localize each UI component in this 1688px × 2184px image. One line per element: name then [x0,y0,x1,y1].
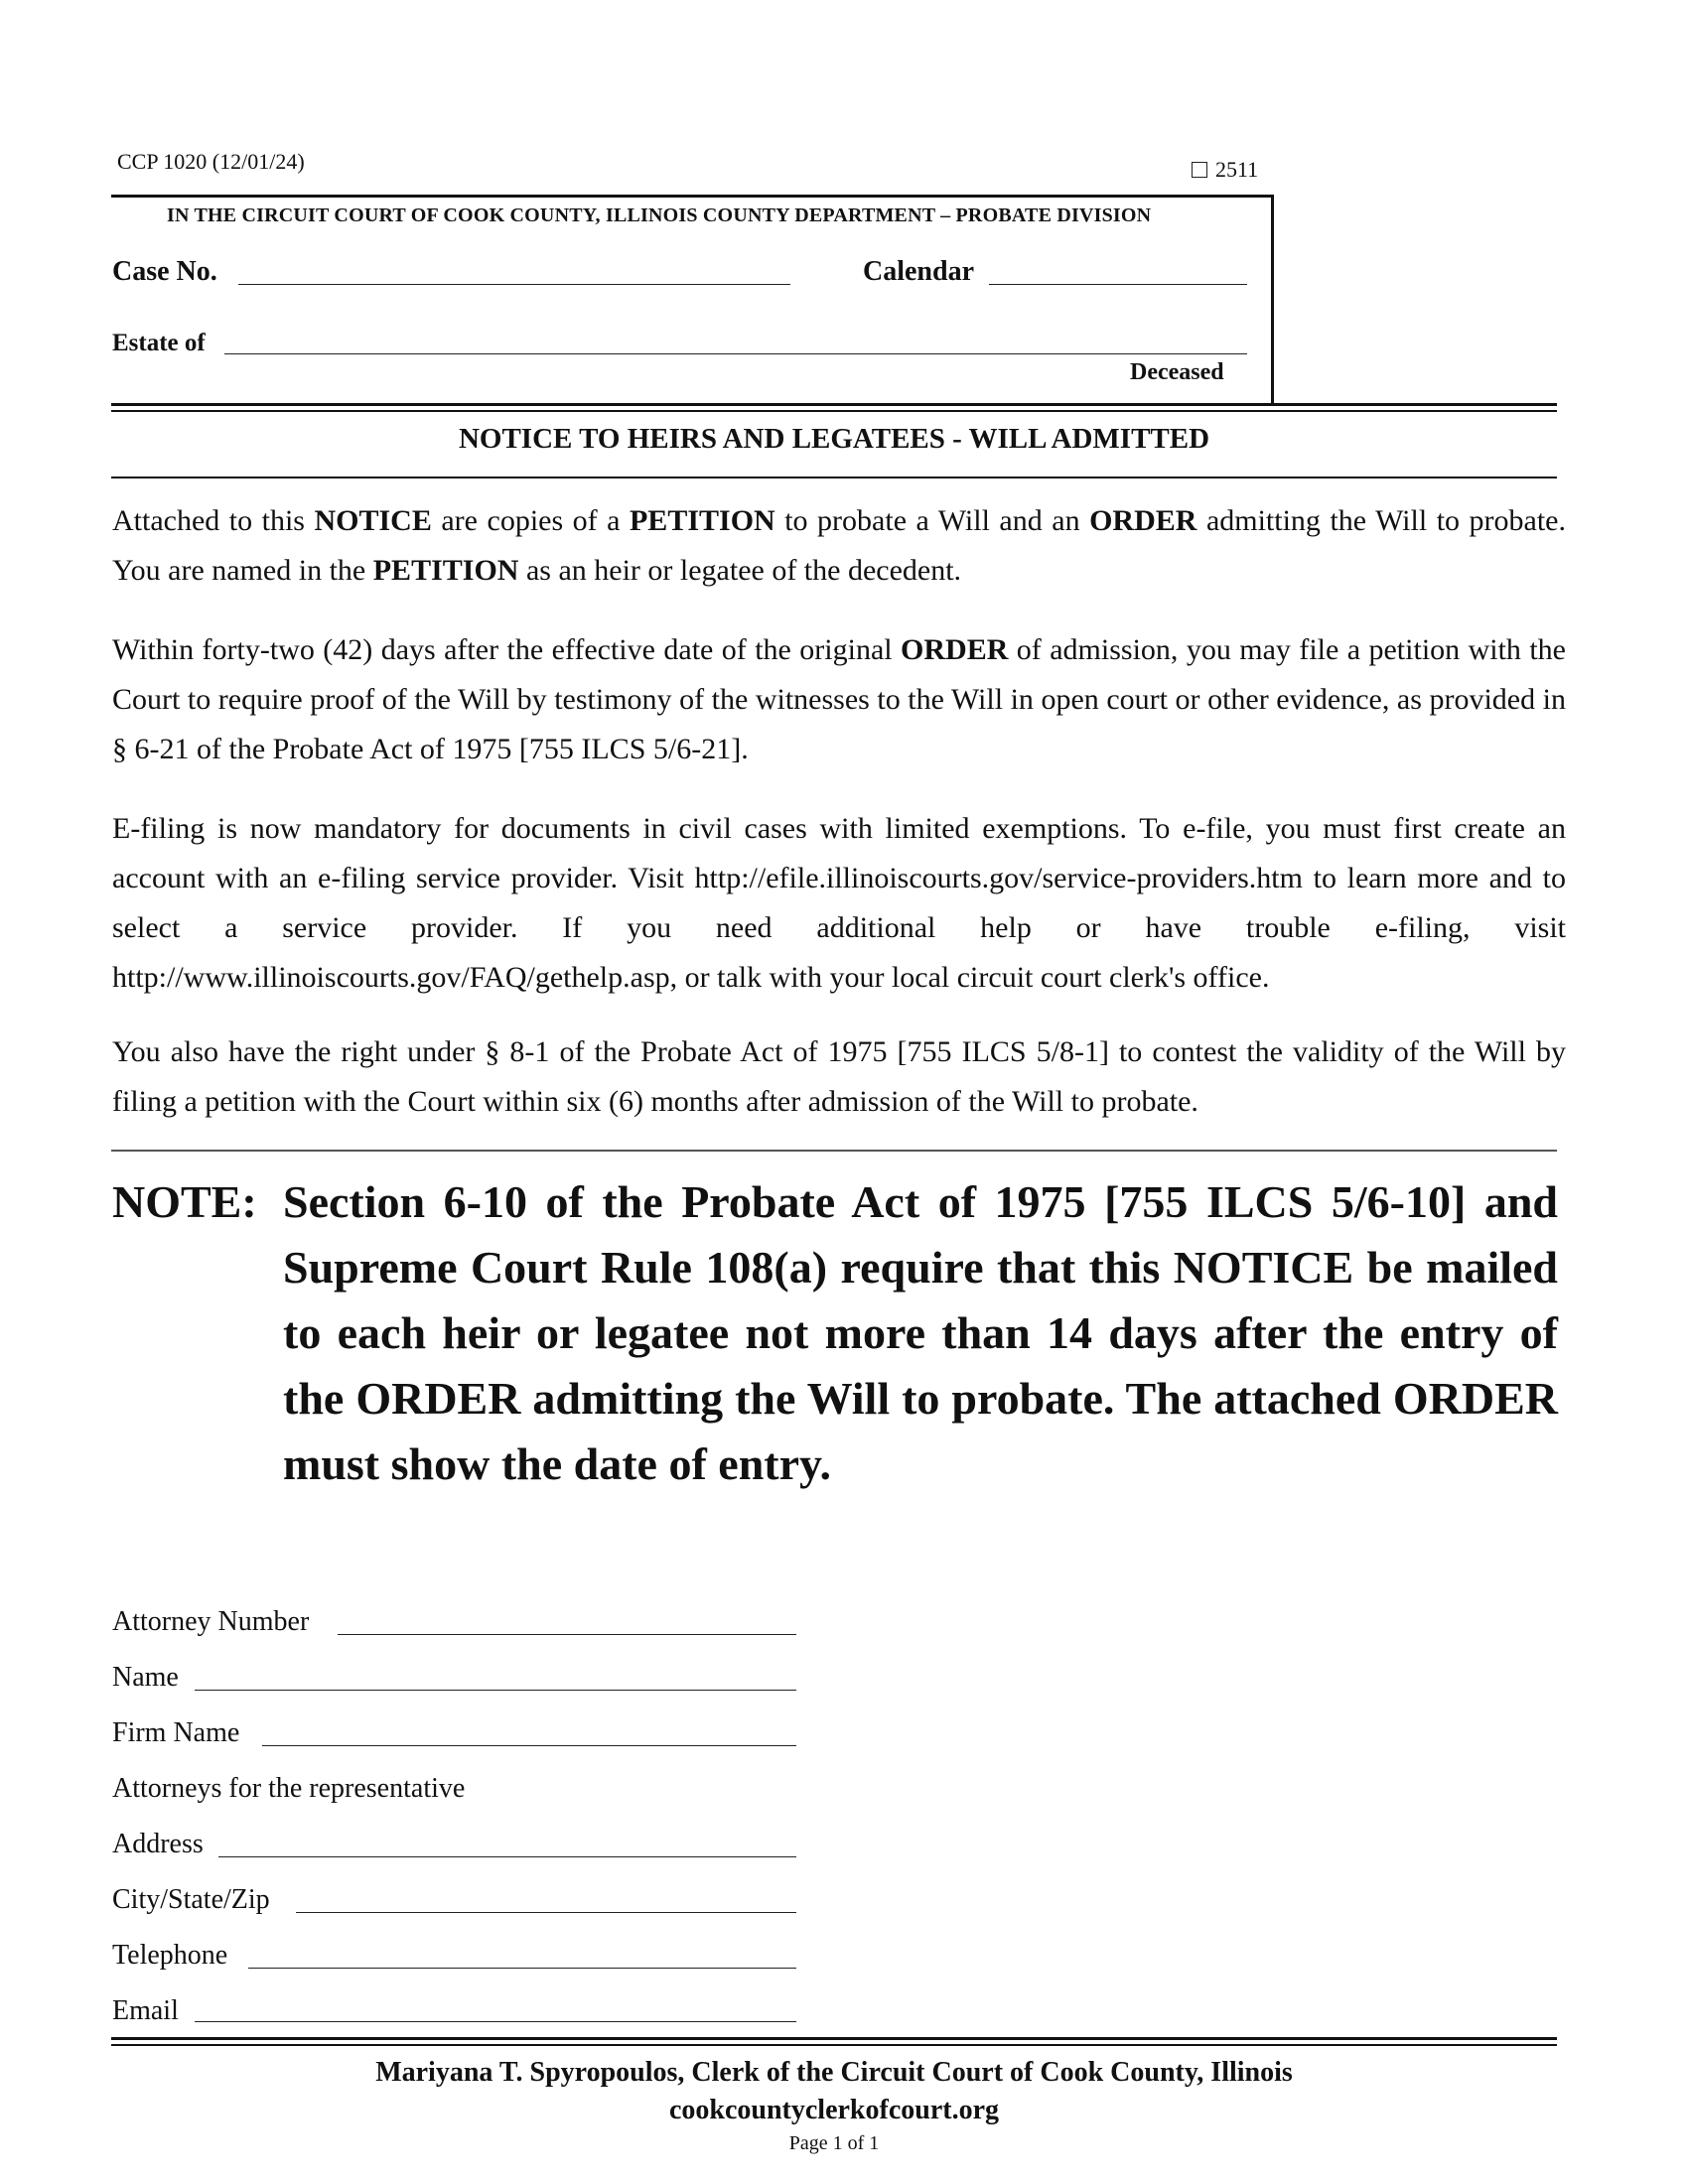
case-no-label: Case No. [112,256,217,287]
footer-rule-2 [111,2044,1557,2046]
estate-of-field[interactable] [224,353,1247,354]
address-label: Address [112,1829,204,1859]
form-code-text: 2511 [1215,157,1259,182]
title-rule-bottom [111,477,1557,478]
checkbox-icon[interactable] [1192,162,1207,178]
firm-name-field[interactable] [262,1745,796,1746]
telephone-label: Telephone [112,1940,228,1971]
court-title: IN THE CIRCUIT COURT OF COOK COUNTY, ILLINOIS COUNTY DEPARTMENT – PROBATE DIVISION [167,205,1152,226]
attorneys-for-label: Attorneys for the representative [112,1773,466,1804]
telephone-field[interactable] [248,1968,796,1969]
calendar-field[interactable] [989,284,1247,285]
city-state-zip-label: City/State/Zip [112,1884,270,1915]
email-field[interactable] [195,2021,796,2022]
email-label: Email [112,1995,179,2026]
clerk-name: Mariyana T. Spyropoulos, Clerk of the Circuit Court of Cook County, Illinois [375,2057,1293,2088]
clerk-website[interactable]: cookcountyclerkofcourt.org [668,2095,1000,2125]
estate-of-label: Estate of [112,330,206,356]
note-divider [111,1150,1557,1152]
firm-name-label: Firm Name [112,1717,240,1748]
case-no-field[interactable] [238,284,790,285]
paragraph-attached: Attached to this NOTICE are copies of a PETITION to probate a Will and an ORDER admitting the Will to probate. You are named in the PETITION as an heir or legatee of the decedent. [112,504,1566,587]
note-label: NOTE: [112,1176,257,1227]
title-rule-top [111,403,1557,406]
page-number: Page 1 of 1 [788,2132,880,2154]
attorney-number-label: Attorney Number [112,1606,310,1637]
note-text: Section 6-10 of the Probate Act of 1975 [755 ILCS 5/6-10] and Supreme Court Rule 108(a) require that this NOTICE be mailed to each heir or legatee not more than 14 days after the entry of the ORDER admitting the Will to probate. The attached ORDER must show the date of entry. [283,1176,1558,1489]
form-id: CCP 1020 (12/01/24) [117,149,305,174]
paragraph-contest: You also have the right under § 8-1 of the Probate Act of 1975 [755 ILCS 5/8-1] to contest the validity of the Will by filing a petition with the Court within six (6) months after admission of the Will to probate. [112,1035,1566,1118]
name-label: Name [112,1662,179,1693]
title-rule-top-2 [111,410,1557,412]
city-state-zip-field[interactable] [296,1912,796,1913]
calendar-label: Calendar [863,256,974,287]
paragraph-efiling: E-filing is now mandatory for documents in civil cases with limited exemptions. To e-file, you must first create an account with an e-filing service provider. Visit http://efile.illinoiscourts.gov/service-providers.htm to learn more and to select a service provider. If you need additional help or have trouble e-filing, visit http://www.illinoiscourts.gov/FAQ/gethelp.asp, or talk with your local circuit court clerk's office. [112,812,1566,994]
note-block [112,1169,1558,1497]
paragraph-within-42-days: Within forty-two (42) days after the effective date of the original ORDER of admission, you may file a petition with the Court to require proof of the Will by testimony of the witnesses to the Will in open court or other evidence, as provided in § 6-21 of the Probate Act of 1975 [755 ILCS 5/6-21]. [112,633,1566,765]
deceased-label: Deceased [1130,359,1224,385]
form-title: NOTICE TO HEIRS AND LEGATEES - WILL ADMITTED [458,423,1210,455]
footer-rule-1 [111,2037,1557,2040]
form-code [1192,157,1258,183]
address-field[interactable] [218,1856,796,1857]
name-field[interactable] [195,1690,796,1691]
attorney-number-field[interactable] [338,1634,796,1635]
